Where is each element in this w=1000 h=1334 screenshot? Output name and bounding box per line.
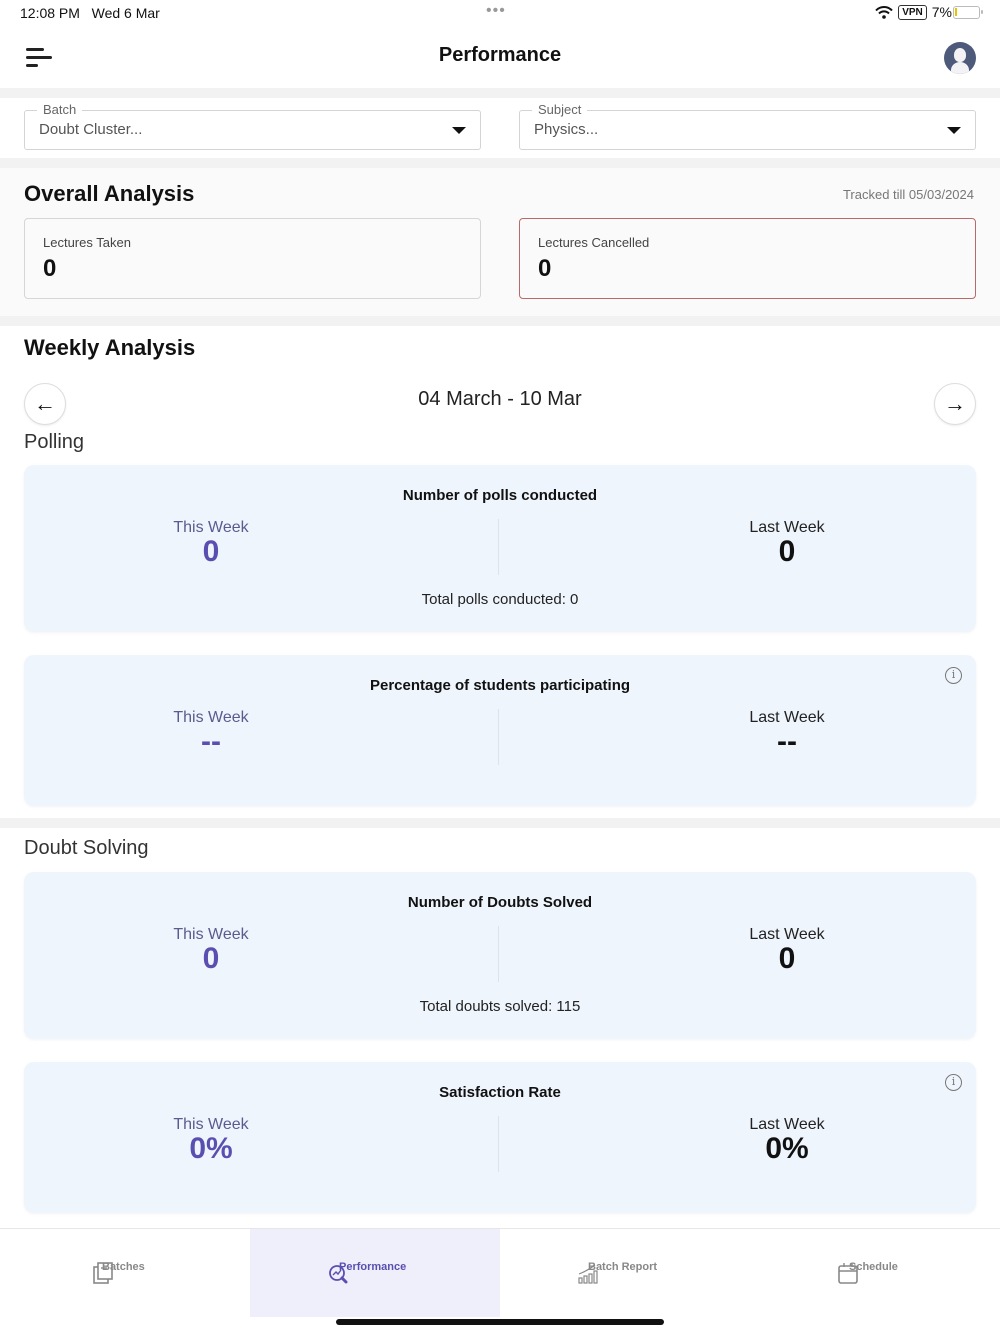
lectures-taken-value: 0 [43, 255, 57, 282]
this-week-label: This Week [173, 519, 249, 536]
last-week-label: Last Week [749, 519, 825, 536]
lectures-cancelled-card [519, 218, 976, 299]
lectures-taken-label: Lectures Taken [43, 235, 131, 250]
caret-down-icon [947, 127, 961, 134]
participation-card [24, 655, 976, 806]
this-week-value: 0 [202, 535, 220, 568]
divider [0, 158, 1000, 168]
status-right [875, 4, 952, 20]
last-week-value: -- [777, 725, 797, 758]
last-week-value: 0 [778, 942, 796, 975]
batch-value: Doubt Cluster... [39, 121, 143, 138]
status-time [20, 5, 160, 21]
info-icon[interactable]: i [945, 1074, 962, 1091]
status-bar [0, 0, 1000, 28]
lectures-cancelled-label: Lectures Cancelled [538, 235, 650, 250]
polling-title: Polling [24, 431, 85, 453]
tracked-till-text: Tracked till 05/03/2024 [842, 187, 974, 202]
last-week-column [687, 519, 887, 567]
multitask-dots-icon[interactable]: ••• [486, 2, 506, 19]
caret-down-icon [452, 127, 466, 134]
tab-label: Batch Report [588, 1261, 658, 1273]
column-divider [498, 926, 499, 982]
column-divider [498, 1116, 499, 1172]
last-week-column [687, 709, 887, 757]
battery-percent: 7% [931, 4, 952, 20]
vpn-badge: VPN [898, 5, 927, 20]
lectures-cancelled-value: 0 [538, 255, 552, 282]
this-week-label: This Week [173, 709, 249, 726]
this-week-value: -- [201, 725, 221, 758]
overall-analysis-section [0, 168, 1000, 316]
arrow-right-icon: → [944, 391, 966, 416]
last-week-column [687, 926, 887, 974]
tab-batch-report[interactable] [500, 1229, 750, 1317]
this-week-value: 0% [189, 1132, 233, 1165]
arrow-left-icon: ← [34, 391, 56, 416]
card-title: Number of Doubts Solved [407, 894, 593, 911]
doubt-solving-title: Doubt Solving [24, 837, 149, 859]
this-week-label: This Week [173, 926, 249, 943]
filters [0, 98, 1000, 158]
tab-label: Performance [339, 1261, 407, 1273]
card-title: Percentage of students participating [369, 677, 631, 694]
app-header [0, 28, 1000, 88]
card-title: Number of polls conducted [402, 487, 598, 504]
last-week-value: 0% [765, 1132, 809, 1165]
lectures-taken-card [24, 218, 481, 299]
battery-icon [953, 6, 980, 19]
this-week-column [111, 519, 311, 567]
card-title: Satisfaction Rate [439, 1084, 561, 1101]
last-week-value: 0 [778, 535, 796, 568]
tab-label: Schedule [849, 1261, 898, 1273]
divider [0, 316, 1000, 326]
this-week-column [111, 709, 311, 757]
last-week-column [687, 1116, 887, 1164]
weekly-analysis-section [0, 326, 1000, 818]
week-range: 04 March - 10 Mar [418, 388, 582, 410]
polls-conducted-card [24, 465, 976, 632]
this-week-column [111, 1116, 311, 1164]
page-title: Performance [438, 44, 562, 66]
weekly-analysis-title: Weekly Analysis [24, 335, 196, 360]
user-avatar-icon[interactable] [944, 42, 976, 74]
home-indicator[interactable] [336, 1319, 664, 1325]
date-text: Wed 6 Mar [91, 5, 160, 21]
batch-dropdown[interactable] [24, 102, 481, 150]
subject-value: Physics... [534, 121, 599, 138]
last-week-label: Last Week [749, 1116, 825, 1133]
info-icon[interactable]: i [945, 667, 962, 684]
tab-batches[interactable] [0, 1229, 250, 1317]
divider [0, 818, 1000, 828]
next-week-button[interactable] [934, 383, 976, 425]
time-text: 12:08 PM [20, 5, 80, 21]
last-week-label: Last Week [749, 926, 825, 943]
total-doubts-text: Total doubts solved: 115 [419, 998, 581, 1015]
tab-performance[interactable] [250, 1229, 500, 1317]
subject-dropdown[interactable] [519, 102, 976, 150]
column-divider [498, 709, 499, 765]
divider [0, 88, 1000, 98]
column-divider [498, 519, 499, 575]
last-week-label: Last Week [749, 709, 825, 726]
overall-analysis-title: Overall Analysis [24, 181, 195, 206]
batch-label: Batch [37, 102, 82, 117]
this-week-value: 0 [202, 942, 220, 975]
total-polls-text: Total polls conducted: 0 [421, 591, 579, 608]
tab-schedule[interactable] [750, 1229, 1000, 1317]
doubts-solved-card [24, 872, 976, 1039]
this-week-column [111, 926, 311, 974]
wifi-icon [875, 6, 893, 19]
subject-label: Subject [532, 102, 587, 117]
this-week-label: This Week [173, 1116, 249, 1133]
doubt-solving-section [0, 828, 1000, 1228]
satisfaction-rate-card [24, 1062, 976, 1213]
tab-label: Batches [102, 1261, 145, 1273]
